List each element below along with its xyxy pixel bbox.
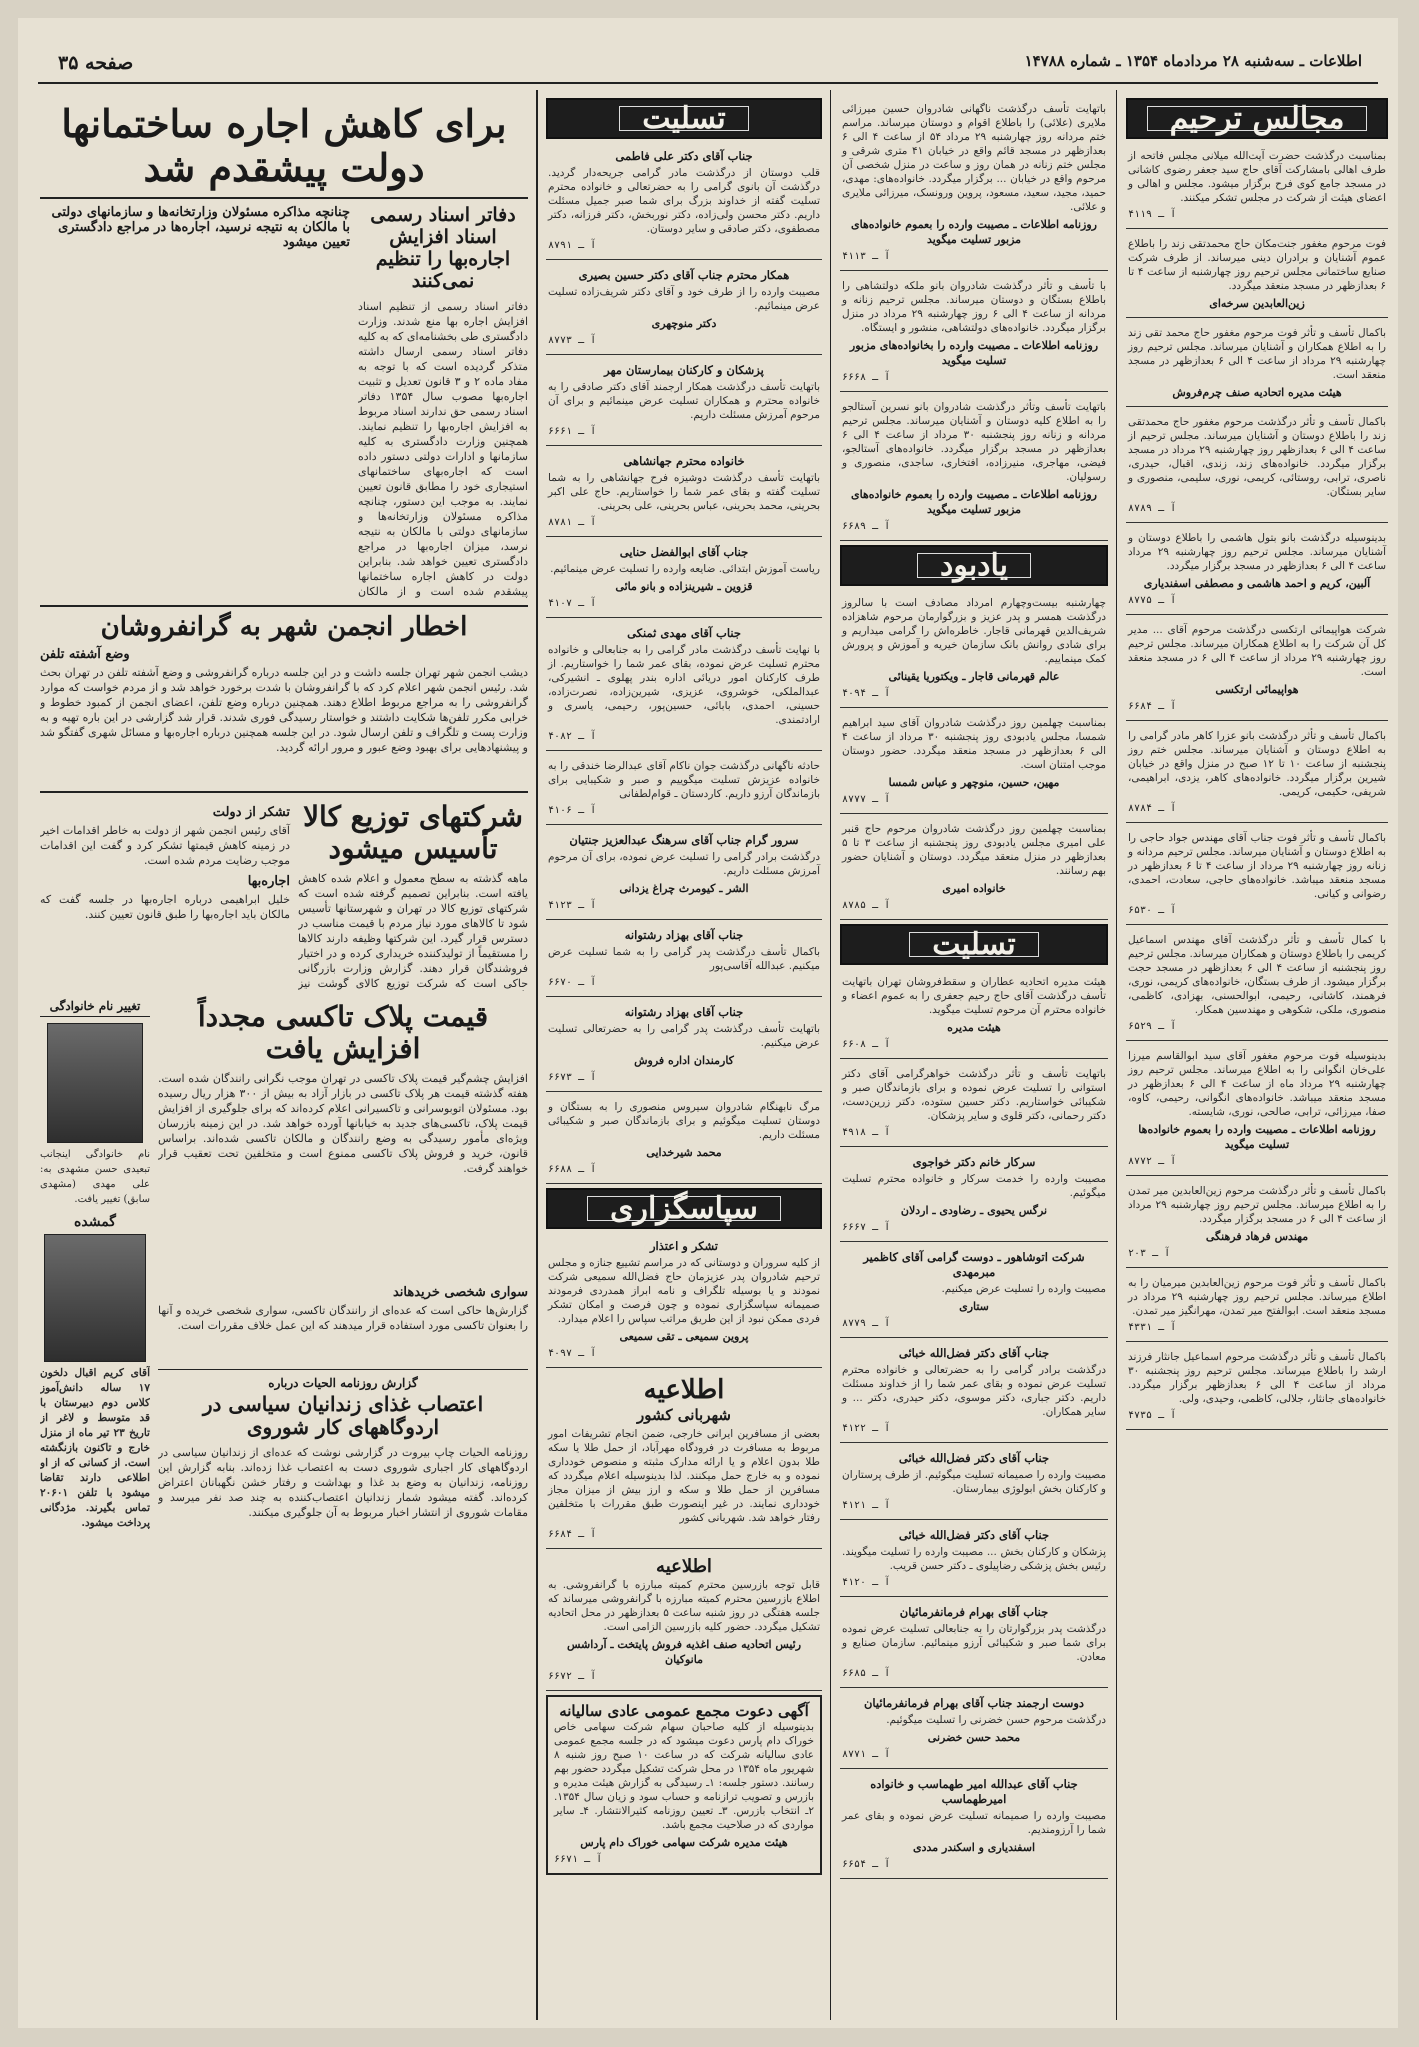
notice-sign: اسفندیاری و اسکندر مددی (913, 1841, 1035, 1854)
notice-body: فوت مرحوم مغفور جنت‌مکان حاج محمدتقی زند را باطلاع عموم آشنایان و برادران دینی میرساند. از طرف شرکت صنایع ساختمانی مجلس ترحیم روز چهارشنبه از ساعت ۴ تا ۶ بعدازظهر در مسجد منعقد میگردد. (1128, 238, 1386, 292)
column-obituaries (1126, 98, 1388, 2018)
notice-item (546, 359, 822, 446)
notice-sign: کارمندان اداره فروش (634, 1054, 734, 1067)
notice-body: قلب دوستان از درگذشت مادر گرامی جریحه‌دار گردید. درگذشت آن بانوی گرامی را به حضرتعالی و خانواده محترم تسلیت گفته از خداوند بزرگ برای شما صبر جمیل مسئلت داریم. دکتر محسن ولی‌زاده، دکتر نوربخش، دکتر فرزانه، دکتر مصطفوی، دکتر صادقی و سایر دوستان. (548, 167, 820, 235)
notice-title: جناب آقای بهزاد رشتوانه (624, 928, 744, 942)
notice-body: باتهایت تأسف درگذشت ناگهانی شادروان حسین میرزائی ملایری (علائی) را باطلاع اقوام و دوستان میرساند. مراسم ختم مردانه روز چهارشنبه ۲۹ مرداد ۵۴ از ساعت ۴ الی ۶ بعدازظهر در مسجد قائم واقع در خیابان ۴۱ متری شرقی و مجلس ختم زنانه در همان روز و ساعت در منزل شخصی آن مرحوم واقع در خیابان ... برگزار میگردد. خانواده‌های: مهدی، حمید، مجید، سعید، مسعود، پروین ورونسک، میرزائی ملایری و علائی. (842, 103, 1106, 213)
notice-code: آ ـ ۸۷۸۵ (842, 900, 891, 911)
subheadline-alhayat: گزارش روزنامه الحیات درباره (268, 1376, 418, 1391)
notice-item (840, 1151, 1108, 1242)
notice-item (840, 1773, 1108, 1879)
notice-code: آ ـ ۶۵۲۹ (1128, 1021, 1177, 1032)
notice-body: مصیبت وارده را صمیمانه تسلیت عرض نموده و بقای عمر شما را آرزومندیم. (842, 1810, 1106, 1836)
notice-item (546, 1001, 822, 1092)
notice-sign: هواپیمائی ارتکسی (1215, 683, 1299, 696)
notice-code: آ ـ ۴۱۲۰ (842, 1577, 891, 1588)
notice-title: همکار محترم جناب آقای دکتر حسین بصیری (578, 268, 790, 282)
notice-title: خانواده محترم جهانشاهی (623, 454, 745, 468)
notice-code: آ ـ ۶۶۶۱ (548, 426, 597, 437)
notice-item (1126, 1180, 1388, 1268)
banner-tasliat-2: تسلیت (840, 924, 1108, 965)
condolence-list (840, 971, 1108, 1879)
column-divider (536, 90, 538, 2020)
notice-body: باتهایت تأسف درگذشت پدر گرامی را به حضرتعالی تسلیت عرض میکنیم. (548, 1023, 820, 1049)
notice-code: آ ـ ۶۶۸۵ (842, 1668, 891, 1679)
notice-sign: دکتر منوچهری (651, 317, 717, 330)
notice-code: آ ـ ۸۷۹۱ (548, 240, 597, 251)
notice-item (1126, 929, 1388, 1041)
notice-code: آ ـ ۴۳۳۱ (1128, 1322, 1177, 1333)
notice-code: آ ـ ۸۷۷۵ (1128, 595, 1177, 606)
notice-item (546, 924, 822, 997)
notice-body: با نهایت تأسف درگذشت مادر گرامی را به جنابعالی و خانواده محترم تسلیت عرض نموده، بقای عمر شما را خواستاریم. از طرف کارکنان امور دریائی اداره بندر پهلوی ـ انشیرکی، عبدالملکی، خوشروی، عزیزی، شیرین‌زاده، نصرت‌زاده، حسینی، احمدی، بابائی، حسین‌پور، رحیمی، یاسری و ارادتمندی. (548, 644, 820, 726)
subheadline-notary: دفاتر اسناد رسمی اسناد افزایش اجاره‌بها را تنظیم نمی‌کنند (370, 204, 516, 292)
name-change-title: تغییر نام خانوادگی (40, 999, 150, 1017)
headline-hunger-strike: اعتصاب غذای زندانیان سیاسی در اردوگاههای کار شوروی (202, 1392, 484, 1440)
notice-sign: ستاری (959, 1300, 989, 1313)
notice-item (546, 755, 822, 825)
notice-item (840, 1063, 1108, 1147)
banner-tasliat-1: تسلیت (546, 98, 822, 139)
notice-title: جناب آقای دکتر فضل‌الله خبائی (898, 1528, 1050, 1542)
banner-yadbood: یادبود (840, 545, 1108, 586)
notice-sign: محمد حسن خضرنی (927, 1731, 1021, 1744)
notice-body: چهارشنبه بیست‌وچهارم امرداد مصادف است با سالروز درگذشت همسر و پدر عزیز و بزرگوارمان مرحوم شاهزاده شریف‌الدین قهرمانی قاجار. خاطره‌اش را گرامی میداریم و برای شادی روانش بانک سازمان خیریه و آموزش و پرورش کمک مینماییم. (842, 597, 1106, 665)
notice-item (840, 1342, 1108, 1443)
notice-sign: روزنامه اطلاعات ـ مصیبت وارده را بخانواده‌های مزبور تسلیت میگوید (849, 339, 1099, 367)
notice-item (546, 450, 822, 537)
notice-item (840, 98, 1108, 271)
notice-code: آ ـ ۶۵۳۰ (1128, 905, 1177, 916)
person-photo-1 (47, 1023, 143, 1143)
notice-item (1126, 725, 1388, 823)
notice-sign: خانواده امیری (942, 882, 1006, 895)
header-rule (38, 82, 1378, 84)
notice-code: آ ـ ۶۶۰۸ (842, 1039, 891, 1050)
subheadline-rent: اجاره‌بها (247, 873, 290, 889)
notice-code: آ ـ ۸۷۷۳ (548, 335, 597, 346)
notice-title: جناب آقای دکتر علی فاطمی (615, 149, 753, 163)
notice-sign: روزنامه اطلاعات ـ مصیبت وارده را بعموم خانواده‌ها تسلیت میگوید (1138, 1123, 1376, 1151)
notice-item (1126, 1045, 1388, 1176)
notice-item (546, 622, 822, 751)
notice-code: آ ـ ۶۶۷۰ (548, 977, 597, 988)
obituary-list-top (840, 98, 1108, 541)
notice-item (1126, 145, 1388, 229)
shareholders-meeting-notice: آگهی دعوت مجمع عمومی عادی سالیانه بدینوسیله از کلیه صاحبان سهام شرکت سهامی خاص خوراک دام پارس دعوت میشود که در جلسه مجمع عمومی عادی سالیانه شرکت که در ساعت ۱۰ صبح روز شنبه ۸ شهریور ماه ۱۳۵۴ در محل شرکت تشکیل میگردد حضور بهم رسانند. دستور جلسه: ۱ـ رسیدگی به گزارش هیئت مدیره و بازرس و تصویب ترازنامه و حساب سود و زیان سال ۱۳۵۴. ۲ـ انتخاب بازرس. ۳ـ تعیین روزنامه کثیرالانتشار. ۴ـ سایر مواردی که در صلاحیت مجمع باشد. هیئت مدیره شرکت سهامی خوراک دام پارس آ ـ ۶۶۷۱ (546, 1695, 822, 1875)
notice-item (840, 1524, 1108, 1597)
article-distribution (40, 799, 528, 991)
notice-item (840, 971, 1108, 1059)
notice-code: آ ـ ۴۱۲۲ (842, 1423, 891, 1434)
notice-code: آ ـ ۸۷۸۹ (1128, 503, 1177, 514)
notice-body: بمناسبت درگذشت حضرت آیت‌الله میلانی مجلس فاتحه از طرف اهالی بامشارکت آقای حاج سید جعفر رضوی کاشانی در مسجد جامع کوی فرح برگزار میشود. مجلس و اهالی و اعضای هیئت از شرکت در مجلس تشکر میکنند. (1128, 150, 1386, 204)
notice-code: آ ـ ۴۱۰۶ (548, 805, 597, 816)
notice-code: آ ـ ۸۷۷۷ (842, 794, 891, 805)
notice-body: با کمال تأسف و تأثر درگذشت آقای مهندس اسماعیل کریمی را باطلاع دوستان و همکاران میرساند. مجلس ترحیم روز پنجشنبه از ساعت ۴ الی ۶ بعدازظهر در مسجد حجت برگزار میشود. از طرف بستگان، خانواده‌های کریمی، نوری، فرهمند، کاشانی، رحیمی، ابوالحسنی، بهزادی، کاظمی، منصوری، ملکی، شکوهی و مهندسین همکار. (1128, 934, 1386, 1016)
notice-code: آ ـ ۴۱۱۳ (842, 251, 891, 262)
notice-item (840, 1447, 1108, 1520)
notice-code: آ ـ ۶۶۸۹ (842, 521, 891, 532)
notice-item (546, 829, 822, 920)
notice-body: باکمال تأسف و تأثر فوت جناب آقای مهندس جواد حاجی را به اطلاع دوستان و آشنایان میرساند. مجلس ترحیم مردانه و زنانه روز چهارشنبه ۲۹ مرداد از ساعت ۴ تا ۶ بعدازظهر در مسجد منعقد میباشد. خانواده‌های حاجی، سعادت، احمدی، رضوانی و کیانی. (1128, 832, 1386, 900)
notice-sign: عالم قهرمانی قاجار ـ ویکتوریا یقینائی (888, 670, 1060, 683)
thanks-notice: تشکر و اعتذار از کلیه سروران و دوستانی که در مراسم تشییع جنازه و مجلس ترحیم شادروان پدر عزیزمان حاج فضل‌الله سمیعی شرکت نمودند و یا بوسیله تلگراف و نامه ابراز همدردی فرمودند صمیمانه سپاسگزاری نموده و چون فرصت و امکان تشکر فردی ممکن نبود از این طریق مراتب سپاس را اعلام میدارد. پروین سمیعی ـ تقی سمیعی آ ـ ۴۰۹۷ (546, 1235, 822, 1368)
notice-code: آ ـ ۸۷۸۴ (1128, 803, 1177, 814)
notice-item (840, 275, 1108, 392)
notice-code: آ ـ ۶۶۶۷ (842, 1222, 891, 1233)
notice-code: آ ـ ۴۰۹۴ (842, 688, 891, 699)
notice-code: آ ـ ۸۷۸۱ (548, 517, 597, 528)
obituary-list (1126, 145, 1388, 1430)
article-taxi-text: افزایش چشم‌گیر قیمت پلاک تاکسی در تهران موجب نگرانی رانندگان شده است. هفته گذشته قیمت هر پلاک تاکسی در بازار آزاد به بیش از ۳۰۰ هزار ریال رسیده بود. مسئولان اتوبوسرانی و تاکسیرانی اعلام کرده‌اند که برای جلوگیری از افزایش قیمت پلاک، تاکسی‌های جدید به خیابانها آورده خواهد شد. در این زمینه بازرسان ویژه‌ای مأمور رسیدگی به وضع رانندگان و مالکان تاکسی شده‌اند. براساس قانون، خرید و فروش پلاک تاکسی ممنوع است و متخلفین تحت تعقیب قرار خواهند گرفت. (158, 1072, 528, 1176)
notice-body: مرگ نابهنگام شادروان سیروس منصوری را به بستگان و دوستان تسلیت میگوئیم و برای بازماندگان صبر و شکیبائی مسئلت داریم. (548, 1101, 820, 1141)
notice-title: جناب آقای بهرام فرمانفرمائیان (899, 1605, 1049, 1619)
notice-sign: قزوین ـ شیرینزاده و بانو مائی (615, 580, 753, 593)
condolence-list-top (546, 145, 822, 1184)
notice-item (840, 1692, 1108, 1769)
article-thanks-text: آقای رئیس انجمن شهر از دولت به خاطر اقدامات اخیر در زمینه کاهش قیمتها تشکر کرد و گفت این اقدامات موجب رضایت مردم شده است. (40, 823, 290, 867)
notice-title: شرکت اتوشاهور ـ دوست گرامی آقای کاظمیر مبرمهدی (863, 1250, 1085, 1279)
article-hunger-strike-text: روزنامه الحیات چاپ بیروت در گزارشی نوشت که عده‌ای از زندانیان سیاسی در اردوگاههای کار اجباری شوروی دست به اعتصاب غذا زده‌اند. بنابه گزارش این روزنامه، زندانیان به وضع بد غذا و بهداشت و رفتار خشن نگهبانان اعتراض کرده‌اند. گفته میشود شمار زندانیان اعتصاب‌کننده به چند صد نفر میرسد و مقامات شوروی از انتشار اخبار مربوط به آن جلوگیری میکنند. (158, 1446, 528, 1520)
notice-sign: محمد شیرخدایی (646, 1146, 722, 1159)
notice-body: باکمال تأسف درگذشت پدر گرامی را به شما تسلیت عرض میکنیم. عبدالله آقاسی‌پور (548, 946, 820, 972)
notice-body: باکمال تأسف و تأثر فوت مرحوم مغفور حاج محمد تقی زند را به اطلاع همکاران و آشنایان میرساند. مجلس ترحیم روز چهارشنبه ۲۹ مرداد از ساعت ۴ الی ۶ بعدازظهر در مسجد منعقد است. (1128, 327, 1386, 381)
page-number: صفحه ۳۵ (58, 52, 134, 74)
notice-code: آ ـ ۴۱۲۳ (548, 900, 597, 911)
notice-body: باکمال تأسف و تأثر درگذشت مرحوم اسماعیل جانثار فرزند ارشد را باطلاع میرساند. مجلس ترحیم روز پنجشنبه ۳۰ مرداد از ساعت ۴ الی ۶ بعدازظهر برگزار میگردد. خانواده‌های جانثار، جلالی، کاظمی، وحیدی، ولی. (1128, 1351, 1387, 1405)
notice-code: آ ـ ۶۶۵۴ (842, 1859, 891, 1870)
inspectors-announcement: اطلاعیه قابل توجه بازرسین محترم کمیته مبارزه با گرانفروشی. به اطلاع بازرسین محترم کمیته مبارزه با گرانفروشی میرساند که جلسه هفتگی در روز شنبه ساعت ۵ بعدازظهر در محل اتحادیه تشکیل میگردد. حضور کلیه بازرسین الزامی است. رئیس اتحادیه صنف اغذیه فروش پایتخت ـ آرداشس مانوکیان آ ـ ۶۶۷۲ (546, 1553, 822, 1691)
notice-title: جناب آقای ابوالفضل حنایی (619, 545, 749, 559)
notice-sign: زین‌العابدین سرخه‌ای (1209, 297, 1305, 310)
lead-rent: چنانچه مذاکره مسئولان وزارتخانه‌ها و سازمانهای دولتی با مالکان به نتیجه نرسید، اجاره‌ها در مراجع دادگستری تعیین میشود (51, 205, 350, 251)
notice-body: باتهایت تأسف درگذشت همکار ارجمند آقای دکتر صادقی را به خانواده محترم و همکاران تسلیت عرض مینمائیم و برای آن مرحوم آمرزش مسئلت داریم. (548, 381, 820, 421)
notice-body: باکمال تأسف و تأثر درگذشت مرحوم مغفور حاج محمدتقی زند را باطلاع دوستان و آشنایان میرساند. مجلس ترحیم از ساعت ۴ الی ۶ بعدازظهر روز چهارشنبه ۲۹ مرداد در مسجد برگزار میگردد. خانواده‌های زند، زندی، اقبال، حیدری، ناصری، ترابی، روستائی، کریمی، نوری، سلیمی، منصوری و سایر بستگان. (1128, 416, 1386, 498)
notice-body: حادثه ناگهانی درگذشت جوان ناکام آقای عبدالرضا خندقی را به خانواده عزیزش تسلیت میگوییم و صبر و شکیبایی برای بازماندگان آرزو داریم. کاردستان ـ قوام‌لطفانی (548, 760, 820, 800)
notice-body: مصیبت وارده را تسلیت عرض میکنیم. (941, 1283, 1106, 1295)
notice-sign: نرگس یحیوی ـ رضاودی ـ اردلان (900, 1204, 1048, 1217)
notice-item (840, 592, 1108, 708)
notice-code: آ ـ ۸۷۷۲ (1128, 1156, 1177, 1167)
notice-body: ریاست آموزش ابتدائی. ضایعه وارده را تسلیت عرض مینمائیم. (550, 563, 820, 575)
notice-item (546, 541, 822, 618)
article-rent (40, 205, 528, 598)
subheadline-private-car: سواری شخصی خریدهاند (392, 1285, 528, 1301)
notice-item (1126, 233, 1388, 318)
notice-body: شرکت هواپیمائی ارتکسی درگذشت مرحوم آقای ... مدیر کل آن شرکت را به اطلاع همکاران میرساند. مجلس ترحیم روز چهارشنبه ۲۹ مرداد از ساعت ۴ الی ۶ در مسجد منعقد است. (1128, 624, 1386, 678)
notice-code: آ ـ ۴۱۰۷ (548, 598, 597, 609)
notice-code: آ ـ ۴۱۲۱ (842, 1500, 891, 1511)
notice-body: هیئت مدیره اتحادیه عطاران و سقط‌فروشان تهران باتهایت تأسف درگذشت آقای حاج رحیم جعفری را به عموم اعضاء و خانواده محترم آن مرحوم تسلیت میگوید. (842, 976, 1106, 1016)
notice-title: جناب آقای بهزاد رشتوانه (624, 1005, 744, 1019)
notice-code: آ ـ ۸۷۷۹ (842, 1318, 891, 1329)
notice-item (840, 712, 1108, 814)
column-divider (1116, 90, 1117, 2020)
notice-body: باتهایت تأسف و تأثر درگذشت خواهرگرامی آقای دکتر استوانی را تسلیت عرض نموده و برای بازماندگان صبر و شکیبائی خواستاریم. دکتر حسین ستوده، دکتر زرین‌دست، دکتر رحمانی، دکتر قلوی و سایر پزشکان. (842, 1068, 1106, 1122)
headline-distribution: شرکتهای توزیع کالا تأسیس میشود (303, 799, 523, 865)
notice-body: باتهایت تأسف درگذشت دوشیزه فرح جهانشاهی را به شما تسلیت گفته و بقای عمر شما را خواستاریم. حاج علی اکبر بحرینی، محمد بحرینی، عباس بحرینی، علی بحرینی. (548, 472, 820, 512)
notice-code: آ ـ ۴۷۳۵ (1128, 1410, 1177, 1421)
notice-item (840, 818, 1108, 920)
column-condolences (546, 98, 822, 2018)
notice-title: جناب آقای دکتر فضل‌الله خبائی (898, 1451, 1050, 1465)
notice-body: مصیبت وارده را از طرف خود و آقای دکتر شریف‌زاده تسلیت عرض مینمائیم. (548, 286, 820, 312)
article-private-car-text: گزارش‌ها حاکی است که عده‌ای از رانندگان تاکسی، سواری شخصی خریده و آنها را بعنوان تاکسی مورد استفاده قرار میدهند که این عمل خلاف مقررات است. (158, 1304, 528, 1333)
notice-body: درگذشت پدر بزرگوارتان را به جنابعالی تسلیت عرض نموده برای شما صبر و شکیبائی آرزو مینمائیم. سازمان صنایع و معادن. (842, 1623, 1106, 1663)
notice-item (840, 1601, 1108, 1688)
notice-code: آ ـ ۶۶۶۸ (842, 372, 891, 383)
notice-item (1126, 1346, 1388, 1430)
notice-body: درگذشت برادر گرامی را تسلیت عرض نموده، برای آن مرحوم آمرزش مسئلت داریم. (548, 851, 820, 877)
notice-sign: روزنامه اطلاعات ـ مصیبت وارده را بعموم خانواده‌های مزبور تسلیت میگوید (851, 218, 1097, 246)
column-news (40, 98, 528, 2018)
notice-code: آ ـ ۴۰۸۲ (548, 731, 597, 742)
notice-sign: مهین، حسین، منوچهر و عباس شمسا (888, 776, 1060, 789)
notice-sign: مهندس فرهاد فرهنگی (1205, 1230, 1309, 1243)
notice-item (1126, 411, 1388, 523)
lower-news-block (40, 999, 528, 1695)
notice-code: آ ـ ۸۷۷۱ (842, 1749, 891, 1760)
notice-body: باتهایت تأسف وتأثر درگذشت شادروان بانو نسرین آستالجو را به اطلاع کلیه دوستان و آشنایان میرساند. مجلس ترحیم مردانه و زنانه روز پنجشنبه ۳۰ مرداد از ساعت ۴ الی ۶ بعدازظهر در مسجد برگزار میگردد. خانواده‌های آستالجو، فیضی، مهاجری، منیرزاده، افتخاری، ساجدی، منصوری و رسولیان. (842, 401, 1107, 483)
notice-sign: هیئت مدیره اتحادیه صنف چرم‌فروش (1172, 386, 1342, 399)
notice-title: جناب آقای عبدالله امیر طهماسب و خانواده امیرطهماسب (870, 1777, 1078, 1806)
notice-sign: الشر ـ کیومرث چراغ یزدانی (619, 882, 749, 895)
notice-item (840, 1246, 1108, 1338)
notice-item (546, 145, 822, 260)
column-memorials (840, 98, 1108, 2018)
side-notices (40, 999, 150, 1695)
notice-body: با تأسف و تأثر درگذشت شادروان بانو ملکه دولتشاهی را باطلاع بستگان و دوستان میرساند. مجلس ترحیم زنانه و مردانه از ساعت ۴ الی ۶ روز چهارشنبه ۲۹ مرداد در منزل برگزار میگردد. خانواده‌های دولتشاهی، منشور و ایستگاه. (842, 280, 1107, 334)
notice-body: درگذشت برادر گرامی را به حضرتعالی و خانواده محترم تسلیت عرض نموده و بقای عمر شما را از خداوند مسئلت داریم. دکتر جباری، دکتر موسوی، دکتر حیدری، دکتر ... و سایر همکاران. (842, 1364, 1106, 1418)
notice-item (1126, 827, 1388, 925)
subheadline-telephone: وضع آشفته تلفن (40, 646, 130, 662)
notice-title: سرکار خانم دکتر خواجوی (912, 1155, 1036, 1169)
notice-body: مصیبت وارده را خدمت سرکار و خانواده محترم تسلیت میگوئیم. (842, 1173, 1106, 1199)
notice-body: باکمال تأسف و تأثر فوت مرحوم زین‌العابدین میرمیان را به اطلاع میرساند. مجلس ترحیم روز چهارشنبه ۲۹ مرداد در مسجد منعقد است. ابوالفتح میر تمدن، مهرانگیز میر تمدن. (1128, 1277, 1387, 1317)
notice-body: بدینوسیله درگذشت بانو بتول هاشمی را باطلاع دوستان و آشنایان میرساند. مجلس ترحیم روز چهارشنبه ۲۹ مرداد ساعت ۴ الی ۶ بعدازظهر در مسجد برگزار میگردد. (1128, 532, 1386, 572)
newspaper-page (18, 18, 1398, 2028)
notice-code: آ ـ ۴۱۱۹ (1128, 209, 1177, 220)
notice-body: باکمال تأسف و تأثر درگذشت مرحوم زین‌العابدین میر تمدن را به اطلاع میرساند. مجلس ترحیم روز چهارشنبه ۲۹ مرداد از ساعت ۴ الی ۶ در مسجد برگزار میگردد. (1128, 1185, 1386, 1225)
notice-code: آ ـ ۶۶۸۸ (548, 1164, 597, 1175)
banner-majales-tarhim: مجالس ترحیم (1126, 98, 1388, 139)
headline-rent: برای کاهش اجاره ساختمانها دولت پیشقدم شد (40, 98, 528, 199)
police-announcement: اطلاعیه شهربانی کشور بعضی از مسافرین ایرانی خارجی، ضمن انجام تشریفات امور مربوط به مسافرت در فرودگاه مهرآباد، از حمل طلا یا سکه طلا بدون اعلام و یا ارائه مدارک مثبته و منصوص خودداری نموده و به خارج حمل میکنند. لذا بدینوسیله اعلام میگردد که مسافرین از حمل طلا و سکه و ارز بیش از میزان مجاز خودداری نمایند. در غیر اینصورت طبق مقررات با متخلفین رفتار خواهد شد. شهربانی کشور آ ـ ۶۶۸۴ (546, 1372, 822, 1549)
notice-body: پزشکان و کارکنان بخش ... مصیبت وارده را تسلیت میگویند. رئیس بخش پزشکی رضاپیلوی ـ دکتر حسن قریب. (842, 1546, 1106, 1572)
name-change-text: نام خانوادگی اینجانب تبعیدی حسن مشهدی به: علی مهدی (مشهدی سابق) تغییر یافت. (40, 1149, 150, 1206)
article-distribution-text: ماهه گذشته به سطح معمول و اعلام شده کاهش یافته است. بنابراین تصمیم گرفته شده است که شرکتهای توزیع کالا در تهران و شهرستانها تأسیس شود تا کالاهای مورد نیاز مردم با قیمت مناسب در دسترس قرار گیرد. این شرکتها وظیفه دارند کالاها را مستقیماً از تولیدکننده خریداری کرده و در اختیار فروشندگان قرار دهند. گزارش وزارت بازرگانی حاکی است که شرکت توزیع کالای گوشت نیز (298, 872, 528, 991)
notice-code: آ ـ ۲۰۳ (1128, 1248, 1171, 1259)
notice-item (1126, 1272, 1388, 1342)
missing-text: آقای کریم اقبال دلخون ۱۷ ساله دانش‌آموز کلاس دوم دبیرستان با قد متوسط و لاغر از تاریخ ۲۳ تیر ماه از منزل خارج و تاکنون بازنگشته است. از کسانی که از او اطلاعی دارند تقاضا میشود با تلفن ۲۰۶۰۱ تماس بگیرند. مژدگانی پرداخت میشود. (40, 1367, 150, 1530)
notice-title: پزشکان و کارکنان بیمارستان مهر (604, 363, 764, 377)
banner-sepasgozari: سپاسگزاری (546, 1188, 822, 1229)
notice-body: باکمال تأسف و تأثر درگذشت بانو عزرا کاهر مادر گرامی را به اطلاع دوستان و آشنایان میرساند. مجلس ختم روز پنجشنبه از ساعت ۱۰ تا ۱۲ صبح در منزل واقع در خیابان شیرین برگزار میگردد. خانواده‌های کاهر، یزدی، ابراهیمی، شریفی، حکیمی، کریمی. (1128, 730, 1386, 798)
notice-body: بدینوسیله فوت مرحوم مغفور آقای سید ابوالقاسم میرزا علی‌خان انگوانی را به اطلاع میرساند. مجلس ترحیم روز چهارشنبه ۲۹ مرداد ماه از ساعت ۴ الی ۶ بعدازظهر در مسجد منعقد میباشد. خانواده‌های انگوانی، رحیمی، کاوه، صفا، میرزائی، ترابی، صالحی، نوری، شایسته. (1128, 1050, 1387, 1118)
notice-title: دوست ارجمند جناب آقای بهرام فرمانفرمائیان (863, 1696, 1085, 1710)
article-rent-text-2: خلیل ابراهیمی درباره اجاره‌بها در جلسه گفت که مالکان باید اجاره‌بها را طبق قانون تعیین کنند. (40, 892, 290, 921)
notice-code: آ ـ ۶۶۷۳ (548, 1072, 597, 1083)
notice-item (546, 264, 822, 355)
memorial-list (840, 592, 1108, 920)
article-rent-text-1: دفاتر اسناد رسمی از تنظیم اسناد افزایش اجاره بها منع شدند. وزارت دادگستری طی بخشنامه‌ای که به کلیه دفاتر اسناد رسمی ارسال داشته متذکر گردیده است که با توجه به مفاد ماده ۲ و ۳ قانون تعدیل و تثبیت اجاره‌بها مصوب سال ۱۳۵۴ دفاتر اسناد رسمی حق ندارند اسناد مربوط به افزایش اجاره‌بها را تنظیم نمایند. همچنین وزارت دادگستری به کلیه سازمانها و ادارات دولتی دستور داده است که اجاره‌بهای ساختمانهای استیجاری خود را مطابق قانون تعیین نمایند. به موجب این دستور، چنانچه مذاکره مسئولان وزارتخانه‌ها و سازمانهای دولتی با مالکان به نتیجه نرسد، میزان اجاره‌بها در مراجع دادگستری تعیین خواهد شد. بنابراین دولت در کاهش اجاره ساختمانها پیشقدم شده است و از مالکان (358, 299, 528, 598)
missing-title: گمشده (74, 1214, 116, 1231)
notice-body: بمناسبت چهلمین روز درگذشت شادروان مرحوم حاج قنبر علی امیری مجلس یادبودی روز پنجشنبه از ساعت ۳ تا ۵ بعدازظهر در منزل منعقد میگردد. دوستان و آشنایان حضور بهم رسانند. (842, 823, 1106, 877)
person-photo-2 (44, 1234, 146, 1362)
notice-sign: هیئت مدیره (947, 1021, 1001, 1034)
article-city-council-text: دیشب انجمن شهر تهران جلسه داشت و در این جلسه درباره گرانفروشی و وضع آشفته تلفن در تهران بحث شد. رئیس انجمن شهر اعلام کرد که با گرانفروشان با شدت برخورد خواهد شد و از مردم خواست که موارد گرانفروشی را به مراجع مربوط اطلاع دهند. همچنین درباره وضع تلفن، اعضای انجمن از کمبود خطوط و خرابی مکرر تلفن‌ها شکایت داشتند و خواستار رسیدگی فوری شدند. قرار شد گزارشی در این باره تهیه و به وزارت پست و تلگراف و تلفن ارسال شود. در این جلسه همچنین درباره اجاره‌بها و مسائل شهری گفتگو شد و پیشنهادهایی برای بهبود وضع عبور و مرور ارائه گردید. (40, 665, 528, 754)
notice-item (840, 396, 1108, 541)
headline-city-council: اخطار انجمن شهر به گرانفروشان (100, 611, 468, 642)
headline-taxi-plate: قیمت پلاک تاکسی مجدداً افزایش یافت (197, 1000, 489, 1066)
notice-code: آ ـ ۶۶۸۴ (1128, 701, 1177, 712)
notice-title: سرور گرام جناب آقای سرهنگ عبدالعزیز جنتیان (569, 833, 799, 847)
notice-code: آ ـ ۴۹۱۸ (842, 1127, 891, 1138)
notice-sign: آلبین، کریم و احمد هاشمی و مصطفی اسفندیاری (1143, 577, 1371, 590)
masthead-line: اطلاعات ـ سه‌شنبه ۲۸ مردادماه ۱۳۵۴ ـ شماره ۱۴۷۸۸ (1024, 52, 1362, 70)
notice-item (1126, 322, 1388, 407)
notice-item (1126, 619, 1388, 721)
notice-title: جناب آقای دکتر فضل‌الله خبائی (898, 1346, 1050, 1360)
notice-item (1126, 527, 1388, 615)
notice-body: مصیبت وارده را صمیمانه تسلیت میگوئیم. از طرف پرستاران و کارکنان بخش ابولوژی بیمارستان. (842, 1469, 1106, 1495)
notice-item (546, 1096, 822, 1184)
notice-title: جناب آقای مهدی ثمنکی (627, 626, 741, 640)
notice-body: درگذشت مرحوم حسن خضرنی را تسلیت میگوئیم. (886, 1714, 1106, 1726)
notice-sign: روزنامه اطلاعات ـ مصیبت وارده را بعموم خانواده‌های مزبور تسلیت میگوید (851, 488, 1097, 516)
column-divider (830, 90, 831, 2020)
notice-body: بمناسبت چهلمین روز درگذشت شادروان آقای سید ابراهیم شمسا، مجلس یادبودی روز پنجشنبه ۳۰ مرداد از ساعت ۴ الی ۶ بعدازظهر در مسجد منعقد میگردد. حضور دوستان موجب امتنان است. (842, 717, 1106, 771)
subheadline-thanks-government: تشکر از دولت (212, 804, 290, 820)
